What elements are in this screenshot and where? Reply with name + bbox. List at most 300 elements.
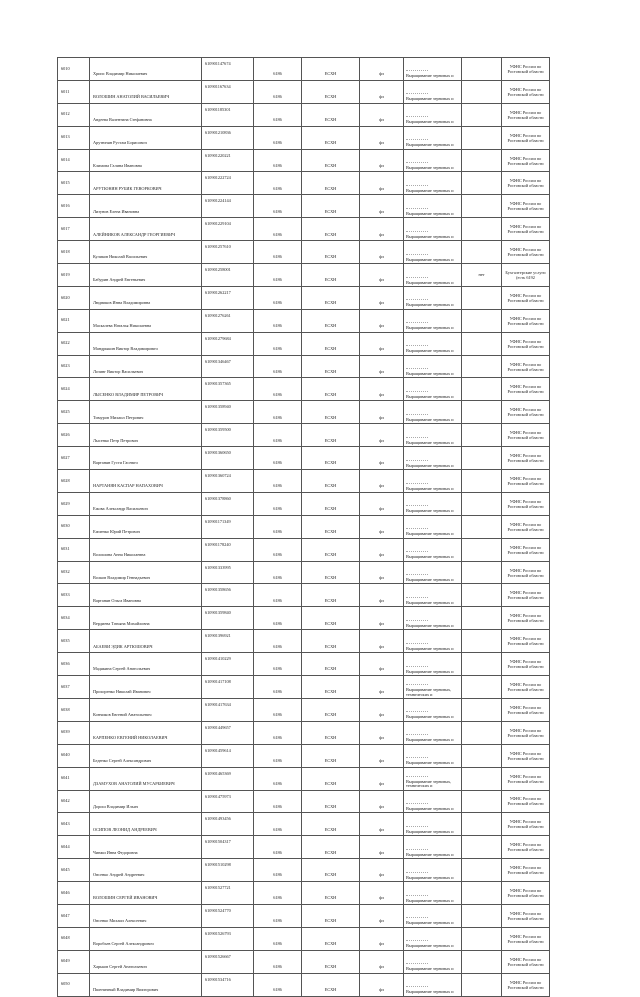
inn-cell: 610901359500 — [202, 424, 254, 447]
activity-cell — [404, 653, 462, 676]
flag-cell — [462, 80, 502, 103]
inn-cell: 610901210836 — [202, 126, 254, 149]
table-row — [58, 882, 550, 905]
inn-cell: 610901357365 — [202, 378, 254, 401]
taxpayer-name: Ежова Александр Васильевич — [90, 492, 202, 515]
tax-office-code: 6186 — [254, 378, 302, 401]
authority-cell: УФНС России по Ростовской области — [502, 355, 550, 378]
authority-cell: УФНС России по Ростовской области — [502, 309, 550, 332]
activity-cell — [404, 721, 462, 744]
inn-cell: 610901378860 — [202, 492, 254, 515]
person-type: фл — [360, 630, 404, 653]
tax-office-code: 6186 — [254, 172, 302, 195]
table-row — [58, 744, 550, 767]
taxpayer-name: Тимуров Михаил Петрович — [90, 401, 202, 424]
tax-regime: ЕСХН — [302, 172, 360, 195]
authority-cell: УФНС России по Ростовской области — [502, 630, 550, 653]
activity-text: Выращивание зерновых и — [406, 828, 454, 834]
activity-cell — [404, 950, 462, 973]
tax-office-code: 6186 — [254, 836, 302, 859]
activity-cell — [404, 836, 462, 859]
row-number: 6043 — [58, 813, 90, 836]
table-row — [58, 447, 550, 470]
inn-cell: 610901475973 — [202, 790, 254, 813]
authority-cell: УФНС России по Ростовской области — [502, 744, 550, 767]
flag-cell — [462, 470, 502, 493]
activity-cell — [404, 561, 462, 584]
flag-cell — [462, 241, 502, 264]
taxpayer-name: Чинжи Инна Федоровна — [90, 836, 202, 859]
taxpayer-name: Маскалева Наталья Николаевна — [90, 309, 202, 332]
taxpayer-name: Овсенко Михаил Алексеевич — [90, 904, 202, 927]
authority-cell: УФНС России по Ростовской области — [502, 332, 550, 355]
taxpayer-name: Лысенко Петр Петрович — [90, 424, 202, 447]
authority-cell: УФНС России по Ростовской области — [502, 721, 550, 744]
taxpayer-name: Людвиков Инна Владимировна — [90, 286, 202, 309]
authority-cell: УФНС России по Ростовской области — [502, 149, 550, 172]
tax-regime: ЕСХН — [302, 813, 360, 836]
taxpayer-name: Воробьев Сергей Александрович — [90, 927, 202, 950]
authority-cell: УФНС России по Ростовской области — [502, 401, 550, 424]
table-row — [58, 195, 550, 218]
tax-regime: ЕСХН — [302, 218, 360, 241]
tax-office-code: 6186 — [254, 264, 302, 287]
inn-cell: 610901167634 — [202, 80, 254, 103]
table-row — [58, 286, 550, 309]
person-type: фл — [360, 195, 404, 218]
inn-cell: 610901417108 — [202, 676, 254, 699]
table-row — [58, 790, 550, 813]
tax-office-code: 6186 — [254, 744, 302, 767]
tax-regime: ЕСХН — [302, 790, 360, 813]
flag-cell — [462, 927, 502, 950]
activity-text: Выращивание зерновых и — [406, 393, 454, 399]
flag-cell — [462, 790, 502, 813]
authority-cell: УФНС России по Ростовской области — [502, 561, 550, 584]
tax-regime: ЕСХН — [302, 355, 360, 378]
taxpayer-name: Лозинг Виктор Васильевич — [90, 355, 202, 378]
tax-office-code: 6186 — [254, 904, 302, 927]
person-type: фл — [360, 721, 404, 744]
table-row — [58, 950, 550, 973]
taxpayer-name: КАРПЕНКО ЕВГЕНИЙ НИКОЛАЕВИЧ — [90, 721, 202, 744]
flag-cell — [462, 355, 502, 378]
authority-cell: УФНС России по Ростовской области — [502, 424, 550, 447]
taxpayer-name: ДЗАМУХОВ АНАТОЛИЙ МУСАРБИЕВИЧ — [90, 767, 202, 790]
tax-office-code: 6186 — [254, 676, 302, 699]
person-type: фл — [360, 927, 404, 950]
activity-cell — [404, 904, 462, 927]
tax-regime: ЕСХН — [302, 584, 360, 607]
table-row — [58, 584, 550, 607]
table-row — [58, 126, 550, 149]
activity-cell — [404, 538, 462, 561]
inn-cell: 610901360724 — [202, 470, 254, 493]
person-type: фл — [360, 401, 404, 424]
tax-regime: ЕСХН — [302, 904, 360, 927]
flag-cell — [462, 515, 502, 538]
authority-cell: УФНС России по Ростовской области — [502, 813, 550, 836]
flag-cell — [462, 447, 502, 470]
flag-cell — [462, 676, 502, 699]
row-number: 6011 — [58, 80, 90, 103]
authority-cell: УФНС России по Ростовской области — [502, 80, 550, 103]
activity-text: Выращивание зерновых и — [406, 989, 454, 995]
activity-text: Выращивание зерновых и — [406, 577, 454, 583]
activity-text: Выращивание зерновых и — [406, 920, 454, 926]
activity-text: Выращивание зерновых и — [406, 233, 454, 239]
taxpayer-name: АЛЕЙНИКОВ АЛЕКСАНДР ГЕОРГИЕВИЧ — [90, 218, 202, 241]
flag-cell — [462, 126, 502, 149]
person-type: фл — [360, 149, 404, 172]
activity-text: Выращивание зерновых и — [406, 714, 454, 720]
taxpayer-name: Хрипс Владимир Николаевич — [90, 58, 202, 81]
inn-cell: 610901257610 — [202, 241, 254, 264]
tax-regime: ЕСХН — [302, 721, 360, 744]
taxpayer-name: Волошина Анна Николаевна — [90, 538, 202, 561]
activity-cell — [404, 676, 462, 699]
activity-cell — [404, 195, 462, 218]
inn-cell: 610901171349 — [202, 515, 254, 538]
authority-cell: УФНС России по Ростовской области — [502, 904, 550, 927]
activity-text: Выращивание зерновых и — [406, 462, 454, 468]
activity-cell — [404, 882, 462, 905]
activity-cell — [404, 80, 462, 103]
tax-regime: ЕСХН — [302, 561, 360, 584]
activity-text: Выращивание зерновых и — [406, 371, 454, 377]
row-number: 6022 — [58, 332, 90, 355]
tax-office-code: 6186 — [254, 607, 302, 630]
tax-regime: ЕСХН — [302, 264, 360, 287]
authority-cell: УФНС России по Ростовской области — [502, 515, 550, 538]
person-type: фл — [360, 790, 404, 813]
tax-regime: ЕСХН — [302, 515, 360, 538]
tax-regime: ЕСХН — [302, 80, 360, 103]
inn-cell: 610901220221 — [202, 149, 254, 172]
activity-cell — [404, 607, 462, 630]
tax-regime: ЕСХН — [302, 744, 360, 767]
taxpayer-name: Мандрыкин Виктор Владимирович — [90, 332, 202, 355]
authority-cell: УФНС России по Ростовской области — [502, 126, 550, 149]
person-type: фл — [360, 515, 404, 538]
person-type: фл — [360, 744, 404, 767]
flag-cell — [462, 630, 502, 653]
taxpayer-name: Беденко Сергей Александрович — [90, 744, 202, 767]
authority-cell: УФНС России по Ростовской области — [502, 676, 550, 699]
activity-cell — [404, 492, 462, 515]
flag-cell: нет — [462, 264, 502, 287]
inn-cell: 610901360650 — [202, 447, 254, 470]
activity-text: Выращивание зерновых и — [406, 279, 454, 285]
row-number: 6010 — [58, 58, 90, 81]
row-number: 6042 — [58, 790, 90, 813]
inn-cell: 610901465369 — [202, 767, 254, 790]
activity-cell — [404, 790, 462, 813]
activity-text: Выращивание зерновых и — [406, 348, 454, 354]
flag-cell — [462, 698, 502, 721]
tax-office-code: 6186 — [254, 401, 302, 424]
tax-regime: ЕСХН — [302, 950, 360, 973]
tax-office-code: 6186 — [254, 538, 302, 561]
activity-cell — [404, 286, 462, 309]
flag-cell — [462, 950, 502, 973]
tax-office-code: 6186 — [254, 286, 302, 309]
tax-office-code: 6186 — [254, 721, 302, 744]
person-type: фл — [360, 286, 404, 309]
activity-cell — [404, 332, 462, 355]
flag-cell — [462, 859, 502, 882]
row-number: 6035 — [58, 630, 90, 653]
tax-regime: ЕСХН — [302, 332, 360, 355]
inn-cell: 610901459614 — [202, 744, 254, 767]
table-row — [58, 538, 550, 561]
row-number: 6023 — [58, 355, 90, 378]
activity-cell — [404, 126, 462, 149]
tax-regime: ЕСХН — [302, 630, 360, 653]
taxpayer-name: Мадякина Сергей Анатольевич — [90, 653, 202, 676]
table-row — [58, 80, 550, 103]
taxpayer-name: Авдеева Валентина Стефановна — [90, 103, 202, 126]
row-number: 6025 — [58, 401, 90, 424]
row-number: 6045 — [58, 859, 90, 882]
tax-office-code: 6186 — [254, 241, 302, 264]
inn-cell: 610901178240 — [202, 538, 254, 561]
table-row — [58, 470, 550, 493]
authority-cell: УФНС России по Ростовской области — [502, 378, 550, 401]
tax-regime: ЕСХН — [302, 126, 360, 149]
person-type: фл — [360, 80, 404, 103]
table-row — [58, 721, 550, 744]
tax-office-code: 6186 — [254, 561, 302, 584]
inn-cell: 610901279684 — [202, 332, 254, 355]
row-number: 6028 — [58, 470, 90, 493]
flag-cell — [462, 195, 502, 218]
taxpayer-name: ВОЛОШИН СЕРГЕЙ ИВАНОВИЧ — [90, 882, 202, 905]
row-number: 6017 — [58, 218, 90, 241]
tax-office-code: 6186 — [254, 813, 302, 836]
activity-text: Выращивание зерновых и — [406, 508, 454, 514]
activity-text: Выращивание зерновых и — [406, 966, 454, 972]
tax-office-code: 6186 — [254, 103, 302, 126]
inn-cell: 610901359840 — [202, 607, 254, 630]
activity-text: Выращивание зерновых и — [406, 760, 454, 766]
activity-text: Выращивание зерновых и — [406, 943, 454, 949]
authority-cell: УФНС России по Ростовской области — [502, 698, 550, 721]
person-type: фл — [360, 424, 404, 447]
table-row — [58, 218, 550, 241]
tax-office-code: 6186 — [254, 80, 302, 103]
taxpayer-name: Прохоренко Николай Иванович — [90, 676, 202, 699]
taxpayer-name: Куликов Николай Васильевич — [90, 241, 202, 264]
tax-regime: ЕСХН — [302, 698, 360, 721]
tax-office-code: 6186 — [254, 790, 302, 813]
tax-regime: ЕСХН — [302, 538, 360, 561]
tax-office-code: 6186 — [254, 195, 302, 218]
table-row — [58, 149, 550, 172]
inn-cell: 610901333995 — [202, 561, 254, 584]
inn-cell: 610901185301 — [202, 103, 254, 126]
authority-cell: УФНС России по Ростовской области — [502, 492, 550, 515]
person-type: фл — [360, 653, 404, 676]
activity-text: Выращивание зерновых, технических и — [406, 687, 452, 697]
person-type: фл — [360, 103, 404, 126]
activity-text: Выращивание зерновых и — [406, 737, 454, 743]
authority-cell: УФНС России по Ростовской области — [502, 195, 550, 218]
flag-cell — [462, 309, 502, 332]
row-number: 6024 — [58, 378, 90, 401]
activity-cell — [404, 378, 462, 401]
row-number: 6020 — [58, 286, 90, 309]
tax-regime: ЕСХН — [302, 286, 360, 309]
inn-cell: 610901504317 — [202, 836, 254, 859]
activity-text: Выращивание зерновых и — [406, 805, 454, 811]
activity-text: Выращивание зерновых и — [406, 142, 454, 148]
activity-cell — [404, 859, 462, 882]
table-row — [58, 401, 550, 424]
taxpayer-name: Дорош Владимир Ильич — [90, 790, 202, 813]
row-number: 6038 — [58, 698, 90, 721]
authority-cell: УФНС России по Ростовской области — [502, 218, 550, 241]
tax-regime: ЕСХН — [302, 447, 360, 470]
activity-cell — [404, 973, 462, 996]
flag-cell — [462, 584, 502, 607]
activity-text: Выращивание зерновых и — [406, 897, 454, 903]
activity-cell — [404, 103, 462, 126]
activity-cell — [404, 698, 462, 721]
row-number: 6036 — [58, 653, 90, 676]
flag-cell — [462, 218, 502, 241]
row-number: 6037 — [58, 676, 90, 699]
inn-cell: 610901346467 — [202, 355, 254, 378]
person-type: фл — [360, 470, 404, 493]
tax-regime: ЕСХН — [302, 309, 360, 332]
row-number: 6027 — [58, 447, 90, 470]
tax-regime: ЕСХН — [302, 149, 360, 172]
row-number: 6050 — [58, 973, 90, 996]
authority-cell: УФНС России по Ростовской области — [502, 584, 550, 607]
taxpayer-name: Лизунов Елена Ивановна — [90, 195, 202, 218]
inn-cell: 610901526667 — [202, 950, 254, 973]
person-type: фл — [360, 561, 404, 584]
row-number: 6034 — [58, 607, 90, 630]
flag-cell — [462, 813, 502, 836]
person-type: фл — [360, 904, 404, 927]
person-type: фл — [360, 836, 404, 859]
flag-cell — [462, 561, 502, 584]
row-number: 6016 — [58, 195, 90, 218]
activity-text: Выращивание зерновых и — [406, 645, 454, 651]
row-number: 6018 — [58, 241, 90, 264]
tax-office-code: 6186 — [254, 927, 302, 950]
person-type: фл — [360, 676, 404, 699]
tax-regime: ЕСХН — [302, 767, 360, 790]
flag-cell — [462, 492, 502, 515]
inn-cell: 610901224144 — [202, 195, 254, 218]
activity-text: Выращивание зерновых, технических и — [406, 778, 452, 789]
flag-cell — [462, 332, 502, 355]
tax-regime: ЕСХН — [302, 973, 360, 996]
flag-cell — [462, 58, 502, 81]
authority-cell: УФНС России по Ростовской области — [502, 836, 550, 859]
flag-cell — [462, 103, 502, 126]
person-type: фл — [360, 309, 404, 332]
person-type: фл — [360, 859, 404, 882]
activity-cell — [404, 630, 462, 653]
table-row — [58, 767, 550, 790]
tax-regime: ЕСХН — [302, 58, 360, 81]
tax-office-code: 6186 — [254, 767, 302, 790]
row-number: 6033 — [58, 584, 90, 607]
row-number: 6026 — [58, 424, 90, 447]
tax-regime: ЕСХН — [302, 424, 360, 447]
person-type: фл — [360, 882, 404, 905]
inn-cell: 610901449657 — [202, 721, 254, 744]
flag-cell — [462, 401, 502, 424]
tax-office-code: 6186 — [254, 218, 302, 241]
tax-regime: ЕСХН — [302, 378, 360, 401]
taxpayer-name: ЛЫСЕНКО ВЛАДИМИР ПЕТРОВИЧ — [90, 378, 202, 401]
tax-office-code: 6186 — [254, 447, 302, 470]
inn-cell: 610901534716 — [202, 973, 254, 996]
inn-cell: 610901493456 — [202, 813, 254, 836]
activity-cell — [404, 813, 462, 836]
flag-cell — [462, 286, 502, 309]
authority-cell: УФНС России по Ростовской области — [502, 653, 550, 676]
activity-cell — [404, 515, 462, 538]
tax-regime: ЕСХН — [302, 492, 360, 515]
inn-cell: 610901258001 — [202, 264, 254, 287]
table-row — [58, 264, 550, 287]
person-type: фл — [360, 58, 404, 81]
row-number: 6044 — [58, 836, 90, 859]
activity-text: Выращивание зерновых и — [406, 439, 454, 445]
flag-cell — [462, 744, 502, 767]
row-number: 6012 — [58, 103, 90, 126]
taxpayer-name: Вердиева Татьяна Михайловна — [90, 607, 202, 630]
inn-cell: 610901262217 — [202, 286, 254, 309]
tax-office-code: 6186 — [254, 58, 302, 81]
table-row — [58, 676, 550, 699]
row-number: 6014 — [58, 149, 90, 172]
tax-regime: ЕСХН — [302, 927, 360, 950]
table-row — [58, 607, 550, 630]
row-number: 6039 — [58, 721, 90, 744]
activity-text: Выращивание зерновых и — [406, 485, 454, 491]
activity-text: Выращивание зерновых и — [406, 302, 454, 308]
authority-cell: УФНС России по Ростовской области — [502, 973, 550, 996]
tax-regime: ЕСХН — [302, 676, 360, 699]
flag-cell — [462, 149, 502, 172]
flag-cell — [462, 973, 502, 996]
taxpayer-name: Волков Владимир Геннадьевич — [90, 561, 202, 584]
person-type: фл — [360, 355, 404, 378]
authority-cell: УФНС России по Ростовской области — [502, 767, 550, 790]
activity-text: Выращивание зерновых и — [406, 73, 454, 79]
activity-cell — [404, 447, 462, 470]
flag-cell — [462, 836, 502, 859]
row-number: 6019 — [58, 264, 90, 287]
taxpayer-name: АРУТЮНЯН РУБИК ГЕВОРКОВИЧ — [90, 172, 202, 195]
flag-cell — [462, 172, 502, 195]
table-row — [58, 492, 550, 515]
tax-regime: ЕСХН — [302, 653, 360, 676]
activity-cell — [404, 470, 462, 493]
activity-text: Выращивание зерновых и — [406, 851, 454, 857]
table-row — [58, 836, 550, 859]
tax-regime: ЕСХН — [302, 241, 360, 264]
table-row — [58, 653, 550, 676]
tax-regime: ЕСХН — [302, 859, 360, 882]
